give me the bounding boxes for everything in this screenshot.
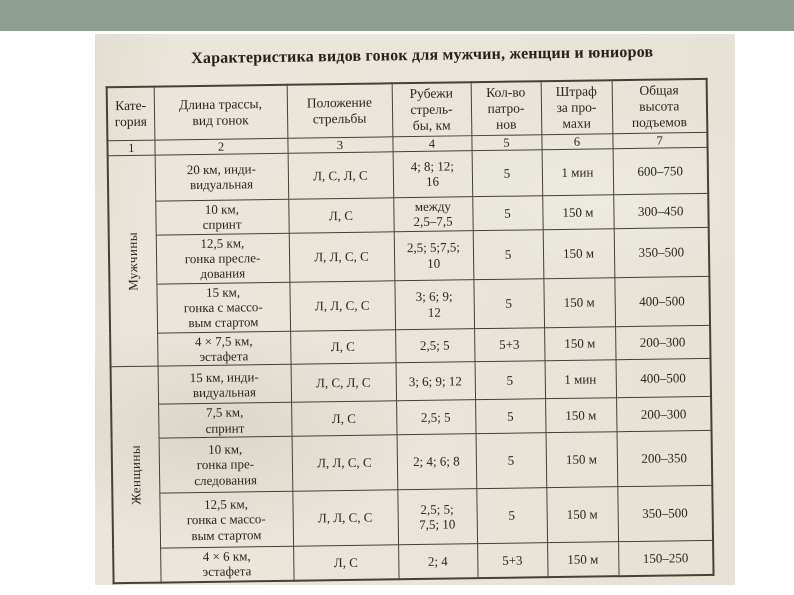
race-characteristics-table: [106, 78, 715, 584]
table-row: [113, 540, 713, 583]
positions-cell: Л, С: [291, 401, 396, 436]
positions-cell: Л, Л, С, С: [292, 435, 398, 491]
climb-cell: 400–500: [616, 359, 712, 398]
table-row: [112, 485, 713, 548]
race-cell: 15 км, гонка с массо- вым стартом: [156, 282, 290, 333]
climb-cell: 600–750: [613, 147, 709, 194]
column-header-positions: Положение стрельбы: [287, 83, 393, 138]
column-number: 3: [287, 137, 392, 153]
penalty-cell: 150 м: [544, 326, 615, 361]
climb-cell: 200–350: [617, 430, 713, 486]
cartridges-cell: 5: [473, 229, 544, 279]
positions-cell: Л, С: [288, 198, 393, 233]
ranges-cell: 2,5; 5: [396, 400, 475, 435]
climb-cell: 350–500: [614, 227, 710, 277]
climb-cell: 150–250: [618, 540, 713, 575]
column-header-category: Кате- гория: [107, 87, 155, 141]
cartridges-cell: 5: [472, 195, 542, 230]
column-header-penalty: Штраф за про- махи: [541, 80, 613, 134]
ranges-cell: 2,5; 5: [395, 328, 474, 363]
ranges-cell: между 2,5–7,5: [393, 196, 472, 231]
column-header-cartridges: Кол-во патро- нов: [471, 81, 542, 135]
column-header-climb: Общая высота подъемов: [612, 79, 708, 134]
penalty-cell: 150 м: [543, 277, 615, 327]
climb-cell: 400–500: [614, 276, 710, 326]
race-cell: 12,5 км, гонка с массо- вым стартом: [159, 491, 293, 548]
cartridges-cell: 5: [475, 361, 546, 400]
penalty-cell: 150 м: [545, 398, 616, 433]
positions-cell: Л, Л, С, С: [289, 232, 395, 282]
ranges-cell: 3; 6; 9; 12: [394, 279, 474, 329]
race-cell: 4 × 6 км, эстафета: [160, 546, 293, 582]
column-number: 5: [471, 134, 541, 150]
column-number: 1: [107, 140, 154, 156]
climb-cell: 200–300: [616, 397, 711, 432]
climb-cell: 350–500: [617, 485, 713, 541]
race-cell: 10 км, спринт: [155, 199, 288, 235]
cartridges-cell: 5+3: [477, 543, 547, 578]
ranges-cell: 2; 4; 6; 8: [397, 434, 477, 490]
race-cell: 7,5 км, спринт: [158, 403, 291, 439]
table-row: [112, 430, 713, 493]
positions-cell: Л, С: [293, 545, 398, 581]
ranges-cell: 4; 8; 12; 16: [393, 150, 473, 197]
column-number: 7: [612, 132, 707, 148]
category-cell-women: [111, 366, 161, 582]
header-row: [107, 79, 708, 141]
penalty-cell: 150 м: [543, 228, 615, 278]
scan-content: [92, 30, 740, 585]
penalty-cell: 1 мин: [542, 148, 614, 195]
column-number: 4: [392, 135, 471, 151]
race-cell: 10 км, гонка пре- следования: [159, 436, 293, 493]
positions-cell: Л, С: [290, 330, 395, 365]
race-cell: 20 км, инди- видуальная: [155, 153, 289, 201]
category-cell-men: [108, 155, 158, 367]
penalty-cell: 150 м: [542, 194, 613, 229]
category-label: Мужчины: [124, 231, 141, 291]
cartridges-cell: 5+3: [474, 327, 544, 362]
cartridges-cell: 5: [476, 488, 547, 544]
penalty-cell: 150 м: [546, 487, 618, 543]
race-cell: 12,5 км, гонка пресле- дования: [156, 233, 290, 284]
column-number: 2: [154, 138, 287, 155]
race-cell: 4 × 7,5 км, эстафета: [157, 331, 290, 367]
slide-top-bar: [0, 0, 794, 31]
climb-cell: 200–300: [615, 325, 710, 360]
penalty-cell: 150 м: [546, 432, 618, 488]
table-row: [109, 227, 710, 284]
positions-cell: Л, С, Л, С: [291, 363, 397, 402]
table-row: [109, 276, 710, 333]
ranges-cell: 2,5; 5; 7,5; 10: [397, 489, 477, 545]
penalty-cell: 1 мин: [545, 360, 617, 399]
column-header-race: Длина трассы, вид гонок: [154, 85, 288, 140]
cartridges-cell: 5: [476, 433, 547, 489]
cartridges-cell: 5: [473, 278, 544, 328]
ranges-cell: 3; 6; 9; 12: [396, 362, 476, 401]
category-label: Женщины: [127, 444, 144, 505]
table-row: [108, 147, 709, 201]
climb-cell: 300–450: [613, 193, 708, 228]
race-cell: 15 км, инди- видуальная: [158, 365, 292, 405]
column-header-ranges: Рубежи стрель- бы, км: [392, 82, 472, 136]
cartridges-cell: 5: [472, 149, 543, 196]
ranges-cell: 2; 4: [398, 544, 477, 579]
penalty-cell: 150 м: [547, 542, 618, 577]
table-title: Характеристика видов гонок для мужчин, женщин и юниоров: [191, 43, 654, 68]
cartridges-cell: 5: [475, 399, 545, 434]
positions-cell: Л, С, Л, С: [288, 152, 394, 199]
scanned-page: [95, 34, 735, 585]
positions-cell: Л, Л, С, С: [289, 281, 395, 331]
column-number: 6: [541, 133, 612, 149]
ranges-cell: 2,5; 5;7,5; 10: [394, 230, 474, 280]
positions-cell: Л, Л, С, С: [292, 490, 398, 546]
